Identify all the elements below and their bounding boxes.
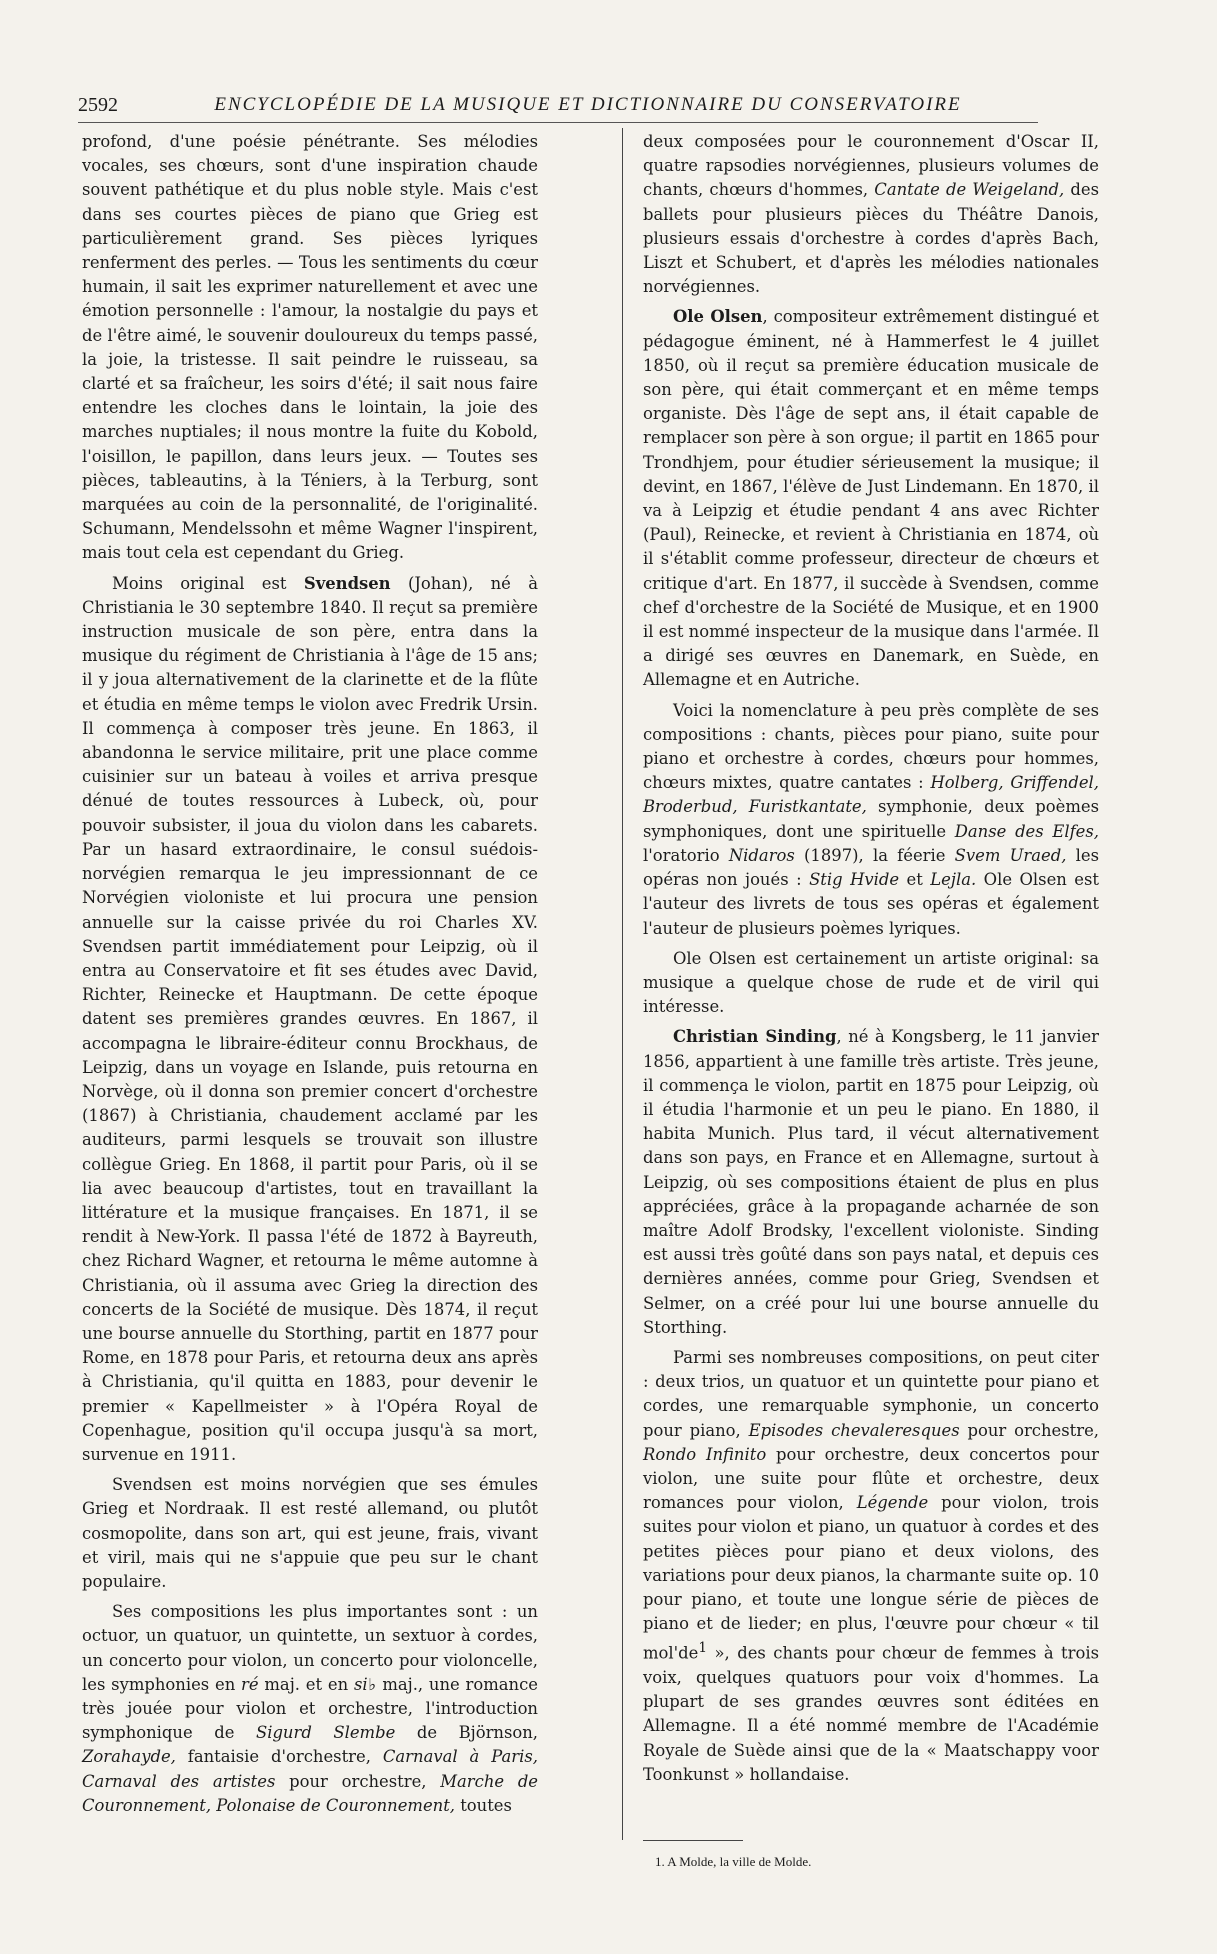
work-title: Marche de Couronnement, Polonaise de Couronnement,	[82, 1771, 539, 1815]
text-run: pour orchestre, deux concertos pour violon, une suite pour flûte et orchestre, deux romances pour violon,	[643, 1444, 1099, 1513]
text-run: (1897), la féerie	[794, 845, 955, 865]
text-run: toutes	[455, 1795, 512, 1815]
page-number: 2592	[78, 94, 118, 116]
work-title: Danse des Elfes,	[954, 821, 1099, 841]
text-run: pour violon, trois suites pour violon et piano, un quatuor à cordes et des petites pièces pour piano et deux violons, des variations pour deux pianos, la charmante suite op. 10 pour piano, et toute une longue série de pièces de piano et de lieder; en plus, l'œuvre pour chœur « til mol'de	[643, 1493, 1100, 1663]
text-run: des ballets pour plusieurs pièces du Théâtre Danois, plusieurs essais d'orchestre à cordes d'après Bach, Liszt et Schubert, et d'après les mélodies nationales norvégiennes.	[643, 180, 1099, 297]
key-name: ré	[241, 1674, 259, 1694]
right-column	[643, 130, 1099, 1787]
text-run: maj., une romance très jouée pour violon et orchestre, l'introduction symphonique de	[82, 1674, 538, 1743]
work-title: Holberg, Griffendel, Broderbud, Furistkantate,	[643, 773, 1099, 817]
composer-name: Christian Sinding	[673, 1027, 837, 1047]
work-title: Svem Uraed,	[954, 845, 1067, 865]
work-title: Rondo Infinito	[643, 1444, 767, 1464]
text-run: maj. et en	[258, 1674, 354, 1694]
column-divider	[622, 128, 623, 1840]
work-title: Carnaval à Paris, Carnaval des artistes	[82, 1747, 538, 1791]
paragraph	[82, 572, 538, 1468]
text-run: l'oratorio	[643, 845, 729, 865]
text-run: , né à Kongsberg, le 11 janvier 1856, appartient à une famille très artiste. Très jeune, il commença le violon, partit en 1875 pour Leipzig, où il étudia l'harmonie et un peu le piano. En 1880, il habita Munich. Plus tard, il vécut alternativement dans son pays, en France et en Allemagne, surtout à Leipzig, où ses compositions étaient de plus en plus appréciées, grâce à la propagande acharnée de son maître Adolf Brodsky, l'excellent violoniste. Sinding est aussi très goûté dans son pays natal, et depuis ces dernières années, comme pour Grieg, Svendsen et Selmer, on a créé pour lui une bourse annuelle du Storthing.	[643, 1027, 1100, 1337]
paragraph	[643, 699, 1099, 941]
text-run: , compositeur extrêmement distingué et pédagogue éminent, né à Hammerfest le 4 juillet 1850, où il reçut sa première éducation musicale de son père, qui était commerçant et en même temps organiste. Dès l'âge de sept ans, il était capable de remplacer son père à son orgue; il partit en 1865 pour Trondhjem, pour étudier sérieusement la musique; il devint, en 1867, l'élève de Just Lindemann. En 1870, il va à Leipzig et étudie pendant 4 ans avec Richter (Paul), Reinecke, et revient à Christiania en 1874, où il s'établit comme professeur, directeur de chœurs et critique d'art. En 1877, il succède à Svendsen, comme chef d'orchestre de la Société de Musique, et en 1900 il est nommé inspecteur de la musique dans l'armée. Il a dirigé ses œuvres en Danemark, en Suède, en Allemagne et en Autriche.	[643, 307, 1100, 690]
work-title: Lejla.	[930, 870, 977, 890]
text-run: de Björnson,	[395, 1723, 539, 1743]
work-title: Légende	[856, 1493, 929, 1513]
text-run: », des chants pour chœur de femmes à trois voix, quelques quatuors pour voix d'hommes. La plupart de ses grandes œuvres sont éditées en Allemagne. Il a été nommé membre de l'Académie Royale de Suède ainsi que de la « Maatschappy voor Toonkunst » hollandaise.	[643, 1643, 1099, 1784]
composer-name: Svendsen	[303, 573, 391, 593]
paragraph	[82, 1600, 538, 1818]
paragraph	[643, 1346, 1099, 1787]
footnote-marker: 1	[698, 1640, 708, 1657]
paragraph: Ole Olsen est certainement un artiste original: sa musique a quelque chose de rude et de viril qui intéresse.	[643, 948, 1099, 1017]
paragraph: profond, d'une poésie pénétrante. Ses mélodies vocales, ses chœurs, sont d'une inspiration chaude souvent pathétique et du plus noble style. Mais c'est dans ses courtes pièces de piano que Grieg est particulièrement grand. Ses pièces lyriques renferment des perles. — Tous les sentiments du cœur humain, il sait les exprimer naturellement et avec une émotion personnelle : l'amour, la nostalgie du pays et de l'être aimé, le souvenir douloureux du temps passé, la joie, la tristesse. Il sait peindre le ruisseau, sa clarté et sa fraîcheur, les soirs d'été; il sait nous faire entendre les cloches dans le lointain, la joie des marches nuptiales; il nous montre la fuite du Kobold, l'oisillon, le papillon, dans leurs jeux. — Toutes ses pièces, tableautins, à la Téniers, à la Terburg, sont marquées au coin de la personnalité, de l'originalité. Schumann, Mendelssohn et même Wagner l'inspirent, mais tout cela est cependant du Grieg.	[82, 132, 538, 563]
work-title: Nidaros	[728, 845, 795, 865]
paragraph	[643, 1025, 1099, 1340]
text-run: Ole Olsen est l'auteur des livrets de tous ses opéras et également l'auteur de plusieurs poèmes lyriques.	[643, 870, 1100, 938]
composer-name: Ole Olsen	[673, 307, 763, 327]
page-header	[78, 92, 1038, 123]
text-run: pour orchestre,	[959, 1420, 1099, 1440]
paragraph	[643, 130, 1099, 299]
running-head: ENCYCLOPÉDIE DE LA MUSIQUE ET DICTIONNAIRE DU CONSERVATOIRE	[214, 94, 962, 115]
text-run: Voici la nomenclature à peu près complète de ses compositions : chants, pièces pour piano, suite pour piano et orchestre à cordes, chœurs pour hommes, chœurs mixtes, quatre cantates :	[643, 700, 1099, 793]
work-title: Sigurd Slembe	[255, 1723, 396, 1743]
text-run: pour orchestre,	[275, 1771, 441, 1791]
text-run: fantaisie d'orchestre,	[175, 1747, 383, 1767]
text-run: les opéras non joués :	[643, 845, 1099, 890]
text-run: deux composées pour le couronnement d'Oscar II, quatre rapsodies norvégiennes, plusieurs volumes de chants, chœurs d'hommes,	[643, 132, 1099, 200]
work-title: Cantate de Weigeland,	[874, 180, 1065, 200]
paragraph: Svendsen est moins norvégien que ses émules Grieg et Nordraak. Il est resté allemand, ou plutôt cosmopolite, dans son art, qui est jeune, frais, vivant et viril, mais qui ne s'appuie que peu sur le chant populaire.	[82, 1475, 538, 1591]
key-name: si♭	[353, 1674, 377, 1694]
work-title: Stig Hvide	[809, 870, 900, 890]
text-run: Parmi ses nombreuses compositions, on peut citer : deux trios, un quatuor et un quintette pour piano et cordes, une remarquable symphonie, un concerto pour piano,	[643, 1347, 1099, 1440]
footnote: 1. A Molde, la ville de Molde.	[655, 1854, 812, 1869]
text-run: et	[899, 870, 931, 890]
left-column	[82, 130, 538, 1818]
text-run: Ses compositions les plus importantes sont : un octuor, un quatuor, un quintette, un sextuor à cordes, un concerto pour violon, un concerto pour violoncelle, les symphonies en	[82, 1602, 538, 1694]
text-run: (Johan), né à Christiania le 30 septembre 1840. Il reçut sa première instruction musicale de son père, entra dans la musique du régiment de Christiania à l'âge de 15 ans; il y joua alternativement de la clarinette et de la flûte et étudia en même temps le violon avec Fredrik Ursin. Il commença à composer très jeune. En 1863, il abandonna le service militaire, prit une place comme cuisinier sur un bateau à voiles et arriva presque dénué de toutes ressources à Lubeck, où, pour pouvoir subsister, il joua du violon dans les cabarets. Par un hasard extraordinaire, le consul suédois-norvégien remarqua le jeu impressionnant de ce Norvégien violoniste et lui procura une pension annuelle sur la caisse privée du roi Charles XV. Svendsen partit immédiatement pour Leipzig, où il entra au Conservatoire et fit ses études avec David, Richter, Reinecke et Hauptmann. De cette époque datent ses premières grandes œuvres. En 1867, il accompagna le libraire-éditeur connu Brockhaus, de Leipzig, dans un voyage en Islande, puis retourna en Norvège, où il donna son premier concert d'orchestre (1867) à Christiania, chaudement acclamé par les auditeurs, parmi lesquels se trouvait son illustre collègue Grieg. En 1868, il partit pour Paris, où il se lia avec beaucoup d'artistes, tout en travaillant la littérature et la musique françaises. En 1871, il se rendit à New-York. Il passa l'été de 1872 à Bayreuth, chez Richard Wagner, et retourna le même automne à Christiania, où il assuma avec Grieg la direction des concerts de la Société de musique. Dès 1874, il reçut une bourse annuelle du Storthing, partit en 1877 pour Rome, en 1878 pour Paris, et retourna deux ans après à Christiania, qu'il quitta en 1883, pour devenir le premier « Kapellmeister » à l'Opéra Royal de Copenhague, position qu'il occupa jusqu'à sa mort, survenue en 1911.	[82, 573, 538, 1464]
work-title: Zorahayde,	[82, 1747, 176, 1767]
text-run: symphonie, deux poèmes symphoniques, dont une spirituelle	[643, 797, 1099, 841]
paragraph	[643, 305, 1099, 692]
work-title: Episodes chevaleresques	[748, 1420, 960, 1440]
footnote-divider	[643, 1840, 743, 1841]
text-run: Moins original est	[112, 573, 304, 593]
